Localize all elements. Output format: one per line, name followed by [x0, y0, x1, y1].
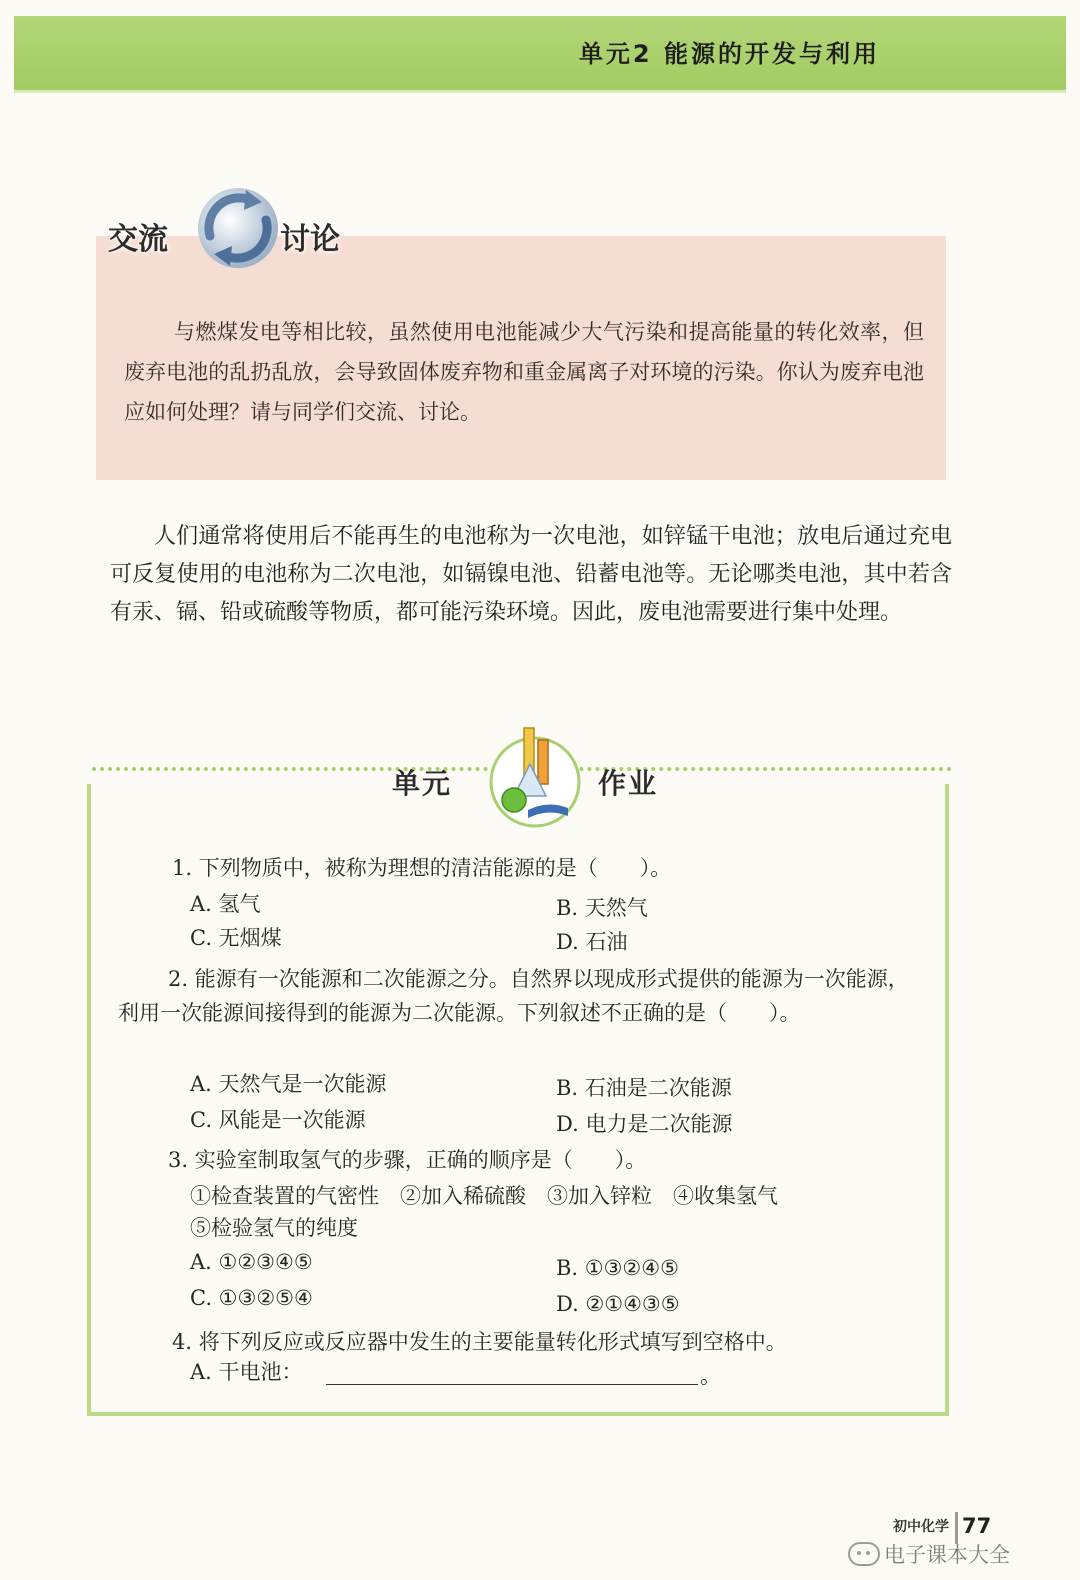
q1-option-d: D. 石油 [556, 930, 628, 954]
q3-steps-line1: ①检查装置的气密性 ②加入稀硫酸 ③加入锌粒 ④收集氢气 [190, 1184, 778, 1208]
q2-option-c: C. 风能是一次能源 [190, 1108, 366, 1132]
q1-option-b: B. 天然气 [556, 896, 648, 920]
q4-answer-blank[interactable] [326, 1384, 698, 1385]
page-number: 77 [962, 1514, 992, 1538]
q3-option-d: D. ②①④③⑤ [556, 1292, 680, 1316]
q3-option-b: B. ①③②④⑤ [556, 1256, 679, 1280]
homework-title-right: 作业 [598, 767, 659, 800]
discussion-title-right: 讨论 [280, 222, 340, 257]
q3-option-c: C. ①③②⑤④ [190, 1286, 313, 1310]
discussion-heading [98, 208, 378, 262]
q3-option-a: A. ①②③④⑤ [190, 1250, 313, 1274]
q1-stem: 1. 下列物质中，被称为理想的清洁能源的是（ ）。 [172, 856, 672, 880]
lab-flask-icon [484, 720, 586, 830]
main-paragraph: 人们通常将使用后不能再生的电池称为一次电池，如锌锰干电池；放电后通过充电可反复使用的电池称为二次电池，如镉镍电池、铅蓄电池等。无论哪类电池，其中若含有汞、镉、铅或硫酸等物质，都可能污染环境。因此，废电池需要进行集中处理。 [110, 524, 952, 625]
header-band [14, 16, 1066, 93]
footer-subject: 初中化学 [893, 1519, 949, 1535]
q4-option-a-label: A. 干电池： [190, 1360, 303, 1384]
wechat-icon [848, 1542, 880, 1566]
homework-title-left: 单元 [392, 767, 453, 800]
unit-title: 单元2 能源的开发与利用 [578, 40, 880, 68]
q4-stem: 4. 将下列反应或反应器中发生的主要能量转化形式填写到空格中。 [172, 1330, 787, 1354]
q2-stem: 2. 能源有一次能源和二次能源之分。自然界以现成形式提供的能源为一次能源，利用一次能源间接得到的能源为二次能源。下列叙述不正确的是（ ）。 [118, 967, 909, 1025]
q1-option-a: A. 氢气 [190, 892, 261, 916]
q2-option-d: D. 电力是二次能源 [556, 1112, 733, 1136]
q3-stem: 3. 实验室制取氢气的步骤，正确的顺序是（ ）。 [168, 1148, 647, 1172]
discussion-text: 与燃煤发电等相比较，虽然使用电池能减少大气污染和提高能量的转化效率，但废弃电池的乱扔乱放，会导致固体废弃物和重金属离子对环境的污染。你认为废弃电池应如何处理？请与同学们交流、讨论。 [124, 320, 924, 424]
q3-steps-line2: ⑤检验氢气的纯度 [190, 1216, 358, 1240]
q2-option-a: A. 天然气是一次能源 [190, 1072, 387, 1096]
watermark [848, 1538, 1010, 1570]
q2-option-b: B. 石油是二次能源 [556, 1076, 732, 1100]
discussion-title-left: 交流 [108, 222, 168, 257]
q4-option-a-end: 。 [700, 1364, 721, 1388]
recycle-icon [190, 178, 286, 274]
watermark-text: 电子课本大全 [884, 1543, 1010, 1567]
q1-option-c: C. 无烟煤 [190, 926, 282, 950]
